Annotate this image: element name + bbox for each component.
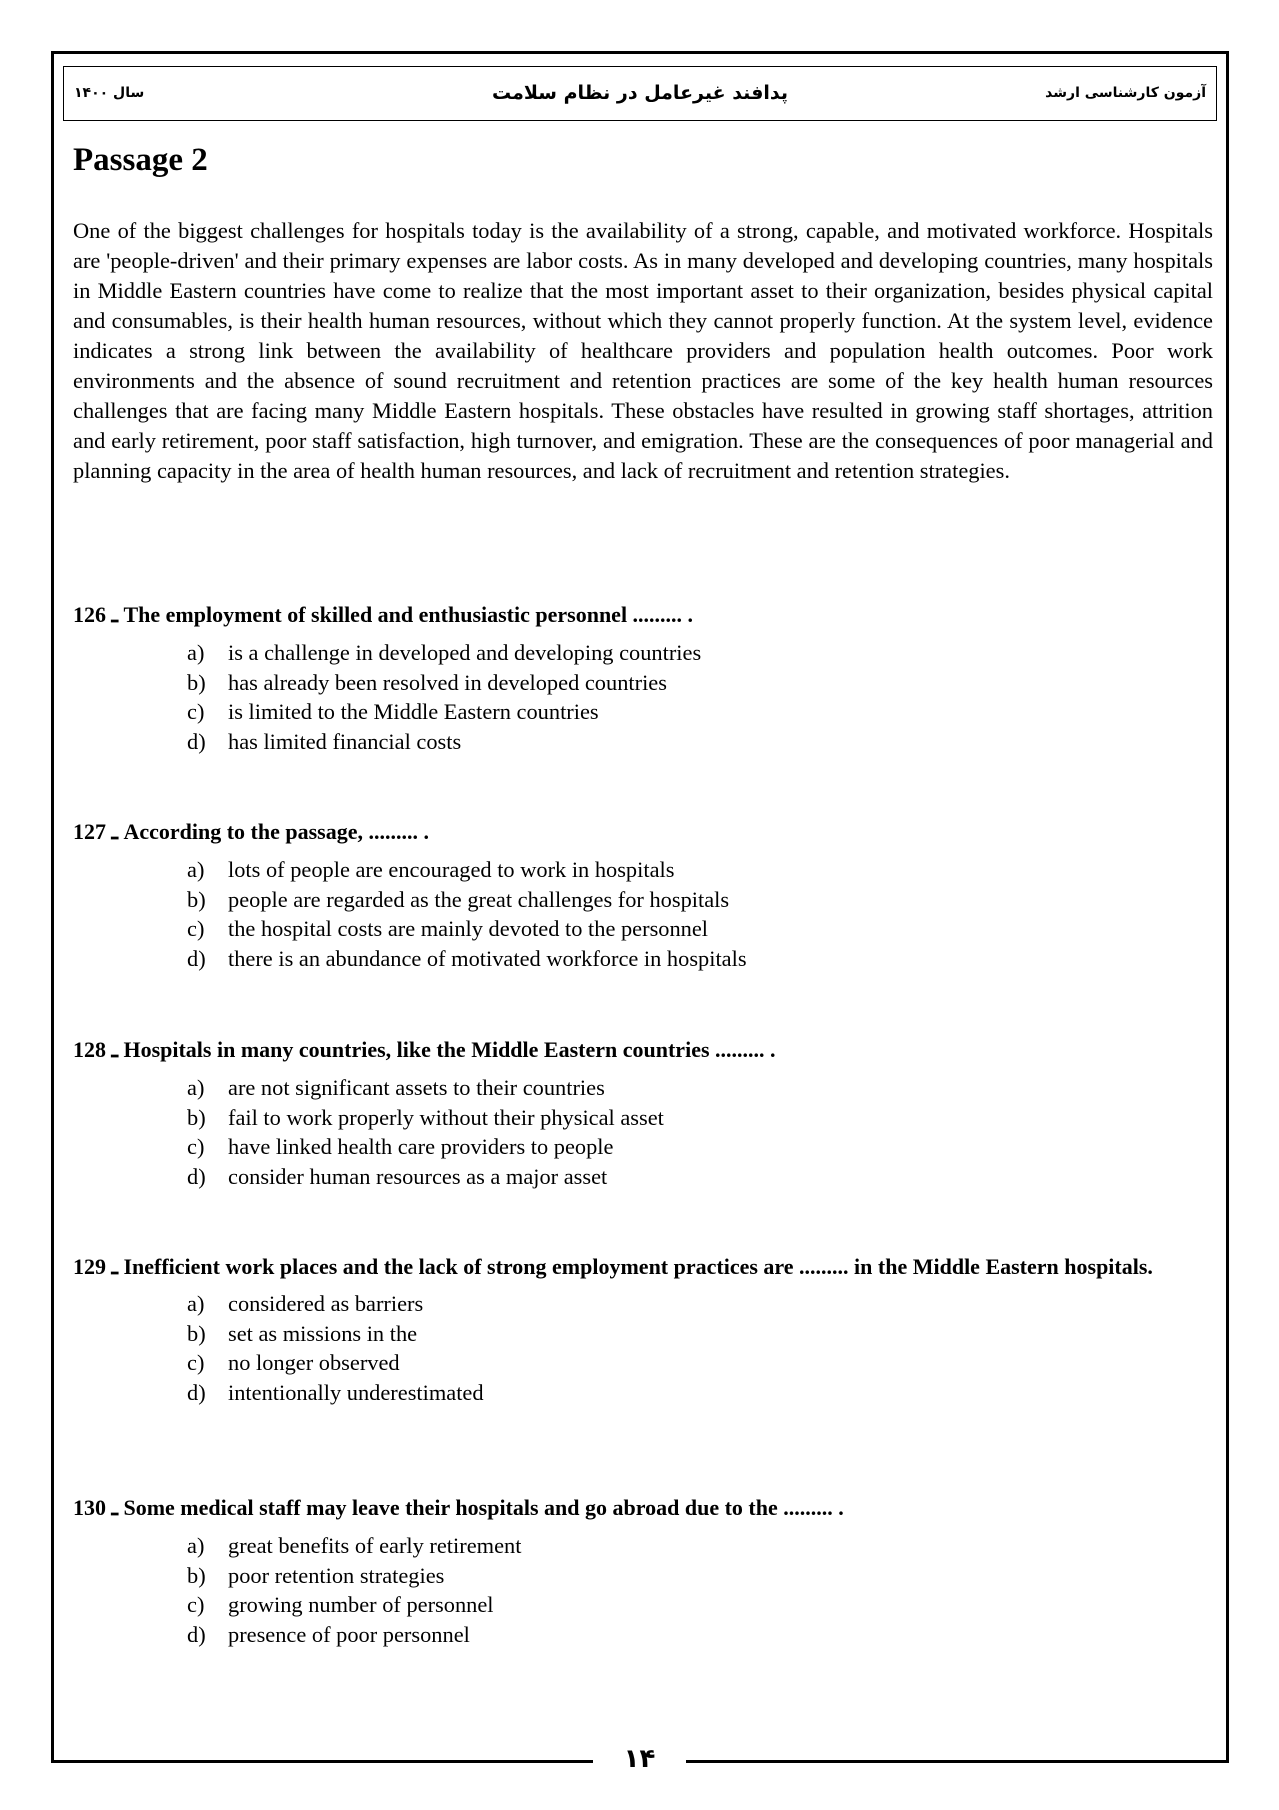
question-number: 127 ـ xyxy=(73,819,118,844)
question-number: 130 ـ xyxy=(73,1495,118,1520)
question-text: Hospitals in many countries, like the Middle Eastern countries ......... . xyxy=(123,1037,776,1062)
option-d[interactable]: d) consider human resources as a major asset xyxy=(187,1164,608,1190)
question-128 xyxy=(73,1035,1213,1192)
question-stem xyxy=(73,1493,1213,1523)
option-d[interactable]: d) has limited financial costs xyxy=(187,729,462,755)
option-c[interactable]: c) have linked health care providers to people xyxy=(187,1134,614,1160)
option-list xyxy=(73,1073,1213,1192)
option-b[interactable]: b) set as missions in the xyxy=(187,1320,418,1346)
question-number: 129 ـ xyxy=(73,1254,118,1279)
option-list xyxy=(73,1531,1213,1650)
option-b[interactable]: b) people are regarded as the great challenges for hospitals xyxy=(187,886,730,912)
question-stem xyxy=(73,1035,1213,1065)
question-text: The employment of skilled and enthusiastic personnel ......... . xyxy=(123,602,694,627)
question-129 xyxy=(73,1247,1213,1408)
page-header xyxy=(63,66,1217,121)
header-year: سال ۱۴۰۰ xyxy=(74,85,145,101)
option-d[interactable]: d) there is an abundance of motivated workforce in hospitals xyxy=(187,946,747,972)
question-text: Some medical staff may leave their hospitals and go abroad due to the ......... . xyxy=(123,1495,844,1520)
question-number: 128 ـ xyxy=(73,1037,118,1062)
option-a[interactable]: a) lots of people are encouraged to work in hospitals xyxy=(187,857,675,882)
question-stem xyxy=(73,817,1213,847)
option-c[interactable]: c) the hospital costs are mainly devoted to the personnel xyxy=(187,916,709,942)
option-c[interactable]: c) growing number of personnel xyxy=(187,1592,494,1618)
option-d[interactable]: d) intentionally underestimated xyxy=(187,1380,484,1406)
option-list xyxy=(73,638,1213,757)
question-130 xyxy=(73,1493,1213,1650)
question-number: 126 ـ xyxy=(73,602,118,627)
question-text: Inefficient work places and the lack of strong employment practices are ......... in the Middle Eastern hospitals. xyxy=(123,1254,1153,1279)
footer-rule-right xyxy=(686,1760,1229,1763)
question-text: According to the passage, ......... . xyxy=(123,819,429,844)
header-subject: پدافند غیرعامل در نظام سلامت xyxy=(491,82,789,104)
option-a[interactable]: a) considered as barriers xyxy=(187,1291,424,1316)
option-d[interactable]: d) presence of poor personnel xyxy=(187,1622,470,1648)
option-c[interactable]: c) no longer observed xyxy=(187,1350,400,1376)
question-stem xyxy=(73,1247,1213,1287)
option-list xyxy=(73,1289,1213,1408)
passage-body: One of the biggest challenges for hospitals today is the availability of a strong, capable, and motivated workforce. Hospitals are 'people-driven' and their primary expenses are labor costs. As in many developed and developing countries, many hospitals in Middle Eastern countries have come to realize that the most important asset to their organization, besides physical capital and consumables, is their health human resources, without which they cannot properly function. At the system level, evidence indicates a strong link between the availability of healthcare providers and population health outcomes. Poor work environments and the absence of sound recruitment and retention practices are some of the key health human resources challenges that are facing many Middle Eastern hospitals. These obstacles have resulted in growing staff shortages, attrition and early retirement, poor staff satisfaction, high turnover, and emigration. These are the consequences of poor managerial and planning capacity in the area of health human resources, and lack of recruitment and retention strategies. xyxy=(73,218,1213,483)
question-stem xyxy=(73,600,1213,630)
option-c[interactable]: c) is limited to the Middle Eastern countries xyxy=(187,699,599,725)
option-a[interactable]: a) great benefits of early retirement xyxy=(187,1533,522,1558)
page-number: ۱۴ xyxy=(623,1744,656,1774)
passage-title: Passage 2 xyxy=(73,142,208,178)
question-127 xyxy=(73,817,1213,974)
footer-rule-left xyxy=(51,1760,593,1763)
option-b[interactable]: b) poor retention strategies xyxy=(187,1562,445,1588)
option-b[interactable]: b) has already been resolved in developed countries xyxy=(187,669,667,695)
option-b[interactable]: b) fail to work properly without their physical asset xyxy=(187,1104,664,1130)
option-a[interactable]: a) are not significant assets to their countries xyxy=(187,1075,605,1100)
header-exam-title: آزمون کارشناسی ارشد xyxy=(1045,85,1206,101)
option-a[interactable]: a) is a challenge in developed and developing countries xyxy=(187,640,702,665)
question-126 xyxy=(73,600,1213,757)
option-list xyxy=(73,855,1213,974)
